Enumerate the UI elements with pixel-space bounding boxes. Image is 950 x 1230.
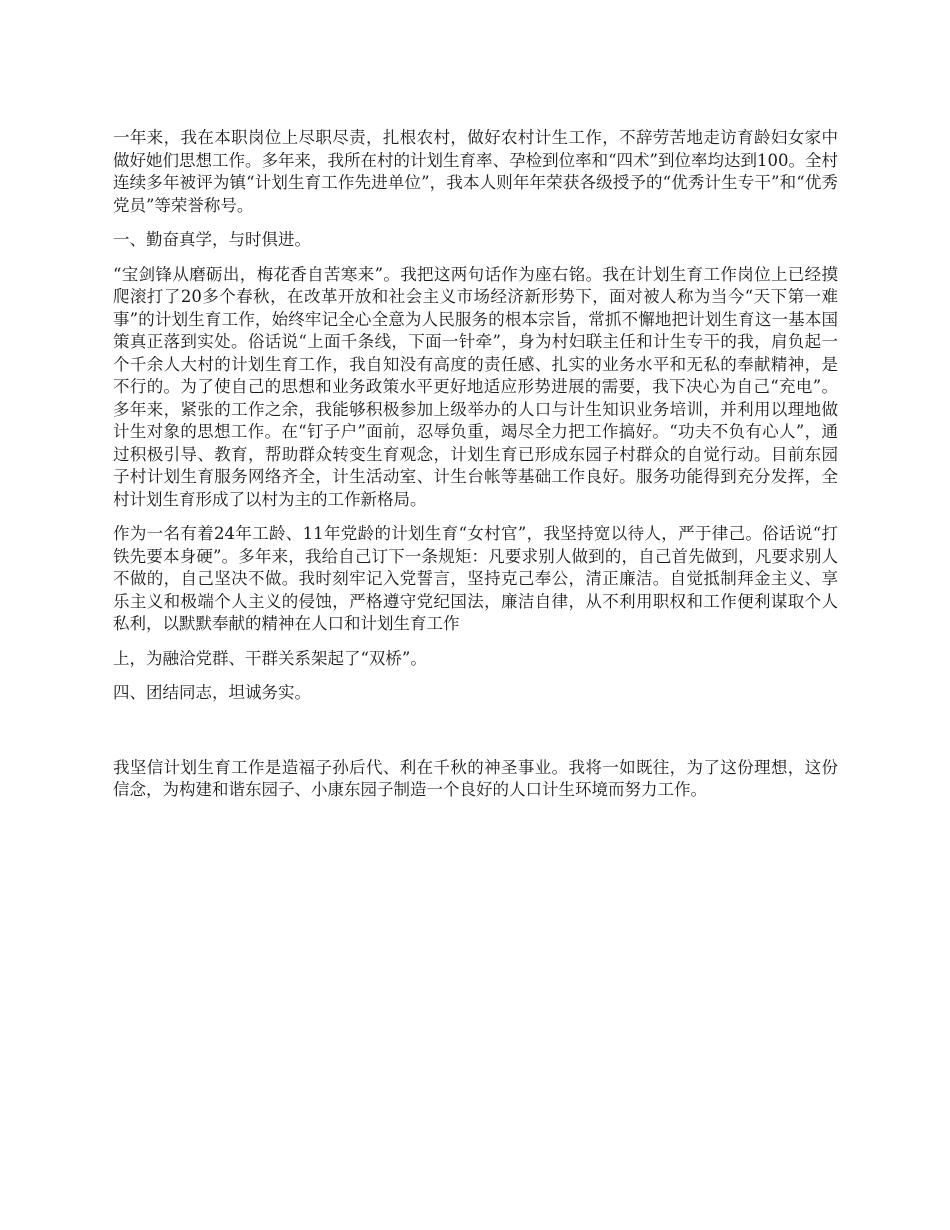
paragraph-integrity: 作为一名有着24年工龄、11年党龄的计划生育“女村官”，我坚持宽以待人，严于律己。俗话说“打铁先要本身硬”。多年来，我给自己订下一条规矩：凡要求别人做到的，自己首先做到，凡要求别人不做的，自己坚决不做。我时刻牢记入党誓言，坚持克己奉公，清正廉洁。自觉抵制拜金主义、享乐主义和极端个人主义的侵蚀，严格遵守党纪国法，廉洁自律，从不利用职权和工作便利谋取个人私利，以默默奉献的精神在人口和计划生育工作 xyxy=(113,524,838,633)
document-page xyxy=(113,127,838,814)
paragraph-bridge: 上，为融洽党群、干群关系架起了“双桥”。 xyxy=(113,648,427,668)
blank-spacer xyxy=(113,717,838,757)
section-heading-4: 四、团结同志，坦诚务实。 xyxy=(113,683,311,702)
paragraph-intro: 一年来，我在本职岗位上尽职尽责，扎根农村，做好农村计生工作，不辞劳苦地走访育龄妇女家中做好她们思想工作。多年来，我所在村的计划生育率、孕检到位率和“四术”到位率均达到100。全村连续多年被评为镇“计划生育工作先进单位”，我本人则年年荣获各级授予的“优秀计生专干”和“优秀党员”等荣誉称号。 xyxy=(113,128,838,215)
paragraph-conclusion: 我坚信计划生育工作是造福子孙后代、利在千秋的神圣事业。我将一如既往，为了这份理想，这份信念，为构建和谐东园子、小康东园子制造一个良好的人口计生环境而努力工作。 xyxy=(113,757,838,799)
section-heading-1: 一、勤奋真学，与时俱进。 xyxy=(113,230,311,249)
paragraph-study: “宝剑锋从磨砺出，梅花香自苦寒来”。我把这两句话作为座右铭。我在计划生育工作岗位上已经摸爬滚打了20多个春秋，在改革开放和社会主义市场经济新形势下，面对被人称为当今“天下第一难事”的计划生育工作，始终牢记全心全意为人民服务的根本宗旨，常抓不懈地把计划生育这一基本国策真正落到实处。俗话说“上面千条线，下面一针牵”，身为村妇联主任和计生专干的我，肩负起一个千余人大村的计划生育工作，我自知没有高度的责任感、扎实的业务水平和无私的奉献精神，是不行的。为了使自己的思想和业务政策水平更好地适应形势进展的需要，我下决心为自己“充电”。多年来，紧张的工作之余，我能够积极参加上级举办的人口与计生知识业务培训，并利用以理地做计生对象的思想工作。在“钉子户”面前，忍辱负重，竭尽全力把工作搞好。“功夫不负有心人”，通过积极引导、教育，帮助群众转变生育观念，计划生育已形成东园子村群众的自觉行动。目前东园子村计划生育服务网络齐全，计生活动室、计生台帐等基础工作良好。服务功能得到充分发挥，全村计划生育形成了以村为主的工作新格局。 xyxy=(113,264,838,509)
